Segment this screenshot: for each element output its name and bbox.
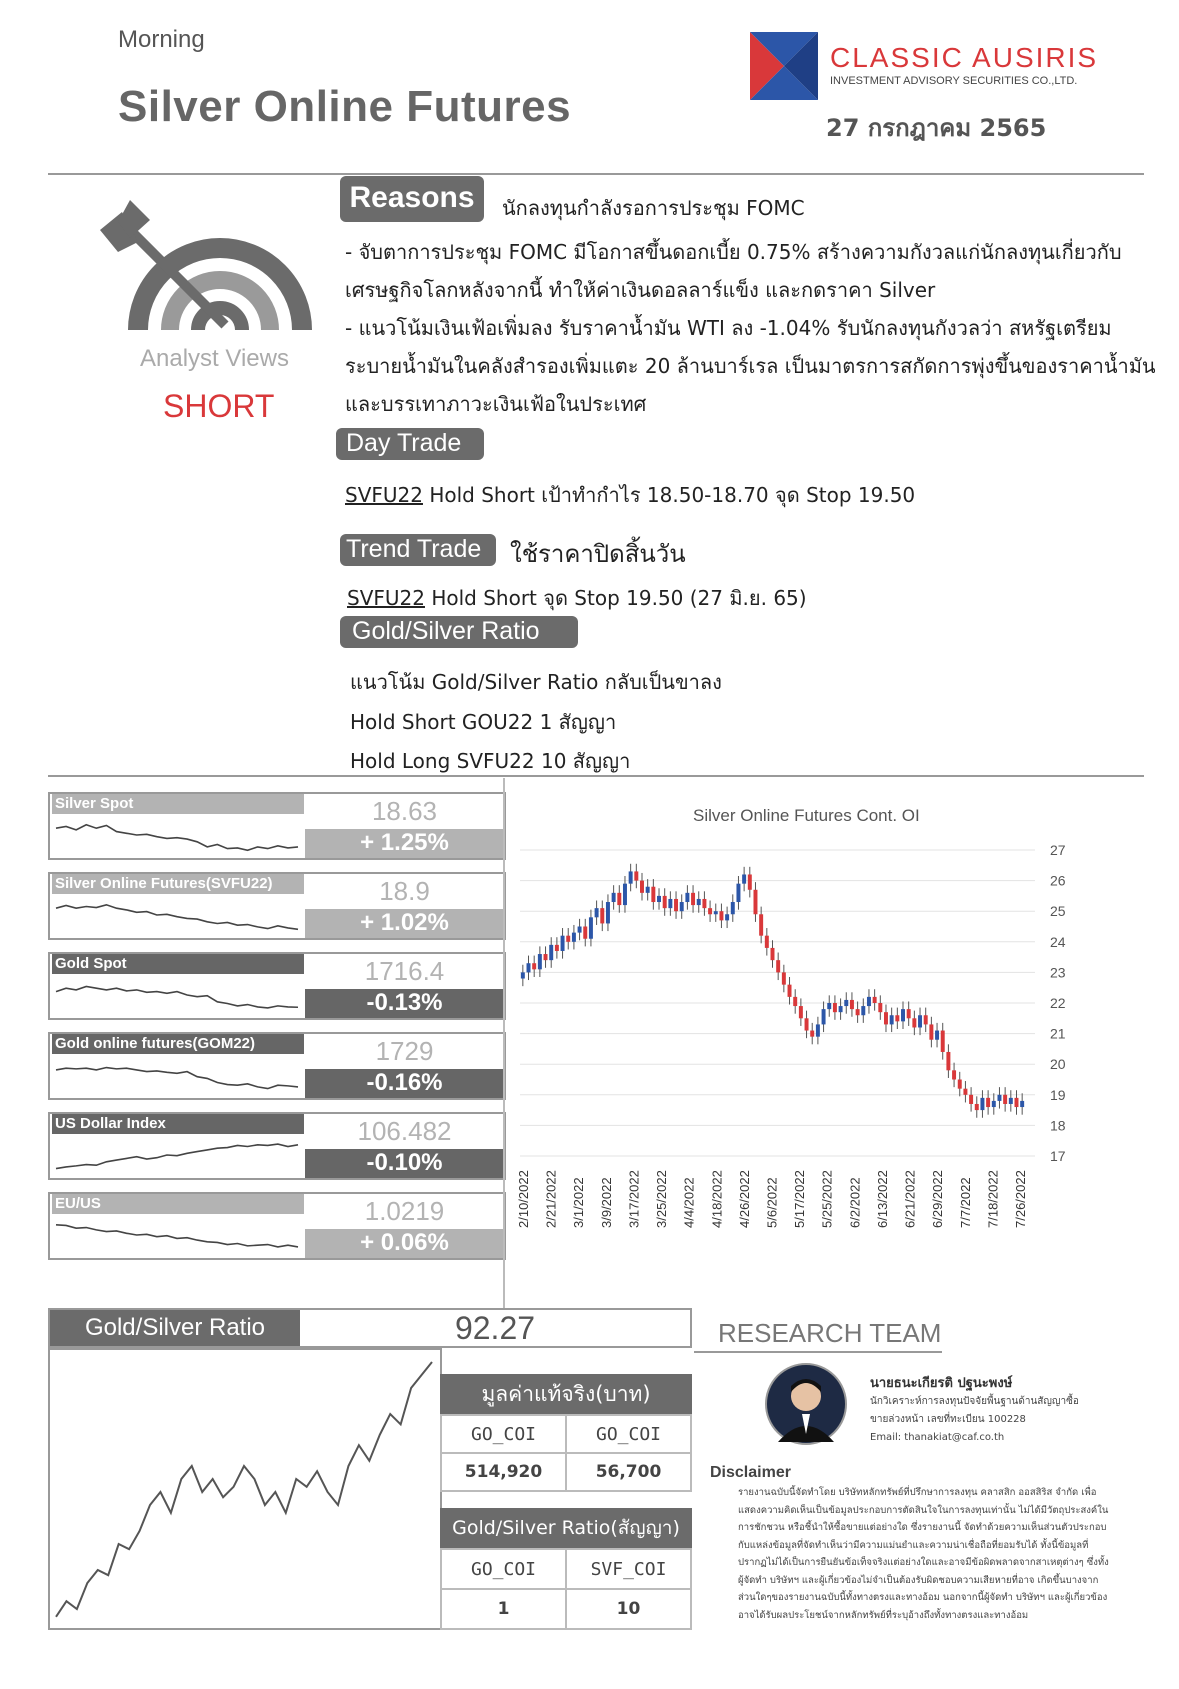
candle — [895, 1015, 899, 1021]
candle — [680, 902, 684, 911]
gs-ratio-value: 92.27 — [454, 1310, 536, 1346]
candle — [912, 1018, 916, 1027]
x-tick-label: 6/13/2022 — [874, 1170, 890, 1228]
x-tick-label: 3/17/2022 — [626, 1170, 642, 1228]
research-team-title: RESEARCH TEAM — [718, 1318, 942, 1348]
candle — [810, 1031, 814, 1037]
market-tile — [48, 952, 506, 1020]
candle — [640, 881, 644, 893]
candle — [918, 1015, 922, 1027]
x-tick-label: 7/18/2022 — [985, 1170, 1001, 1228]
candle — [946, 1052, 950, 1070]
y-tick-label: 18 — [1050, 1117, 1066, 1134]
candle — [924, 1015, 928, 1024]
real-value-header: GO_COI — [440, 1414, 567, 1454]
candle — [748, 874, 752, 889]
market-sparkline — [52, 974, 302, 1018]
x-tick-label: 3/9/2022 — [598, 1177, 614, 1228]
candle — [935, 1031, 939, 1040]
candle — [742, 874, 746, 883]
reason-line: - แนวโน้มเงินเฟ้อเพิ่มลง รับราคาน้ำมัน WTI ลง -1.04% รับนักลงทุนกังวลว่า สหรัฐเตรียม — [345, 316, 1112, 340]
y-tick-label: 25 — [1050, 903, 1066, 920]
candle — [725, 914, 729, 920]
reason-line: - จับตาการประชุม FOMC มีโอกาสขึ้นดอกเบี้ย 0.75% สร้างความกังวลแก่นักลงทุนเกี่ยวกับ — [345, 240, 1122, 264]
disclaimer-line: กับแหล่งข้อมูลที่จัดทำเห็นว่ามีความแม่นยำและความน่าเชื่อถือที่ยอมรับได้ ทั้งนี้ข้อมูลที่ — [738, 1539, 1089, 1551]
candle — [566, 936, 570, 942]
candle — [878, 1003, 882, 1012]
reason-line: และบรรเทาภาวะเงินเฟ้อในประเทศ — [345, 392, 647, 416]
real-value-cell: 56,700 — [565, 1452, 692, 1492]
candle — [850, 1000, 854, 1009]
candle — [975, 1104, 979, 1110]
candle — [997, 1095, 1001, 1101]
gs-ratio-line: Hold Short GOU22 1 สัญญา — [350, 710, 617, 734]
session-label: Morning — [118, 26, 205, 53]
analyst-views-label: Analyst Views — [140, 345, 289, 372]
day-trade-text — [345, 479, 915, 511]
analyst-license: ขายล่วงหน้า เลขที่ทะเบียน 100228 — [870, 1414, 1026, 1425]
candle — [765, 936, 769, 948]
gs-ratio-line: แนวโน้ม Gold/Silver Ratio กลับเป็นขาลง — [350, 670, 722, 694]
market-label: Silver Online Futures(SVFU22) — [52, 874, 304, 894]
market-change: -0.10% — [305, 1149, 504, 1178]
chart-divider — [503, 778, 505, 1308]
candle — [1003, 1095, 1007, 1104]
disclaimer-line: รายงานฉบับนี้จัดทำโดย บริษัทหลักทรัพย์ที่ปรึกษาการลงทุน คลาสสิก ออสสิริส จำกัด เพื่อ — [738, 1487, 1097, 1498]
candle — [719, 911, 723, 920]
reasons-headline: นักลงทุนกำลังรอการประชุม FOMC — [502, 196, 805, 220]
x-tick-label: 3/25/2022 — [654, 1170, 670, 1228]
market-label: EU/US — [52, 1194, 304, 1214]
candle — [708, 908, 712, 914]
analyst-role: นักวิเคราะห์การลงทุนปัจจัยพื้นฐานด้านสัญญาซื้อ — [870, 1396, 1079, 1407]
candle — [782, 972, 786, 984]
candle — [651, 887, 655, 902]
candle — [759, 914, 763, 935]
candle — [538, 954, 542, 969]
candle — [980, 1098, 984, 1110]
candle — [714, 911, 718, 914]
market-label: Gold Spot — [52, 954, 304, 974]
candle — [799, 1006, 803, 1018]
disclaimer-line: อาจได้รับผลประโยชน์จากหลักทรัพย์ที่ระบุอ้างถึงทั้งทางตรงและทางอ้อม — [738, 1609, 1029, 1621]
real-value-cell: 514,920 — [440, 1452, 567, 1492]
candle — [992, 1101, 996, 1107]
candle — [907, 1009, 911, 1018]
candle — [952, 1070, 956, 1079]
candle — [589, 917, 593, 938]
candle — [612, 893, 616, 902]
target-dart-icon — [90, 200, 310, 340]
candle — [844, 1000, 848, 1006]
candle — [595, 908, 599, 917]
candle — [691, 893, 695, 905]
candle — [736, 884, 740, 902]
sparkline-path — [56, 905, 298, 929]
reason-line: ระบายน้ำมันในคลังสำรองเพิ่มแตะ 20 ล้านบาร์เรล เป็นมาตรการสกัดการพุ่งขึ้นของราคาน้ำมัน — [345, 354, 1156, 378]
divider — [48, 775, 1144, 777]
market-change: -0.13% — [305, 989, 504, 1018]
x-tick-label: 4/4/2022 — [681, 1177, 697, 1228]
analyst-avatar — [764, 1362, 848, 1446]
candle — [771, 948, 775, 960]
market-label: Gold online futures(GOM22) — [52, 1034, 304, 1054]
y-tick-label: 20 — [1050, 1056, 1066, 1073]
candle — [867, 997, 871, 1006]
candle — [578, 927, 582, 933]
market-change: + 0.06% — [305, 1229, 504, 1258]
sparkline-path — [56, 1225, 298, 1247]
x-tick-label: 7/26/2022 — [1013, 1170, 1028, 1228]
gs-ratio-chip: Gold/Silver Ratio — [340, 616, 578, 648]
candle — [544, 954, 548, 960]
candle — [1015, 1098, 1019, 1107]
candle — [833, 1003, 837, 1012]
analyst-email: Email: thanakiat@caf.co.th — [870, 1432, 1005, 1443]
x-tick-label: 7/7/2022 — [957, 1177, 973, 1228]
market-change: -0.16% — [305, 1069, 504, 1098]
gs-ratio-line: Hold Long SVFU22 10 สัญญา — [350, 749, 631, 773]
gs-ratio-line — [56, 1362, 432, 1617]
x-tick-label: 6/29/2022 — [930, 1170, 946, 1228]
candle — [963, 1089, 967, 1095]
candle — [856, 1009, 860, 1015]
company-logo-icon — [750, 32, 818, 100]
candle — [561, 936, 565, 951]
market-tile — [48, 1032, 506, 1100]
y-tick-label: 27 — [1050, 842, 1066, 858]
market-tile — [48, 872, 506, 940]
gs-ratio-chart — [52, 1352, 440, 1628]
market-tile — [48, 1112, 506, 1180]
candle — [702, 899, 706, 908]
contract-ratio-title: Gold/Silver Ratio(สัญญา) — [440, 1508, 692, 1548]
contract-ratio-cell: 10 — [565, 1588, 692, 1630]
candle — [788, 985, 792, 997]
candle — [861, 1006, 865, 1015]
x-tick-label: 6/2/2022 — [847, 1177, 863, 1228]
x-tick-label: 5/6/2022 — [764, 1177, 780, 1228]
candle — [521, 972, 525, 978]
candle — [929, 1024, 933, 1039]
candle — [646, 887, 650, 893]
day-trade-detail: Hold Short เป้าทำกำไร 18.50-18.70 จุด Stop 19.50 — [422, 483, 916, 507]
candle — [986, 1098, 990, 1107]
silver-futures-chart — [516, 830, 1120, 1310]
disclaimer-line: การชักชวน หรือชี้นำให้ซื้อขายแต่อย่างใด ซึ่งรายงานนี้ จัดทำด้วยความเห็นส่วนตัวประกอบ — [738, 1522, 1107, 1533]
chart-title: Silver Online Futures Cont. OI — [693, 806, 920, 825]
market-price: 1716.4 — [364, 956, 445, 986]
x-tick-label: 2/10/2022 — [516, 1170, 531, 1228]
real-value-title: มูลค่าแท้จริง(บาท) — [440, 1374, 692, 1414]
candle — [668, 899, 672, 908]
candle — [527, 963, 531, 972]
market-price: 18.63 — [371, 796, 438, 826]
candle — [884, 1012, 888, 1024]
candle — [827, 1003, 831, 1009]
y-tick-label: 19 — [1050, 1086, 1066, 1103]
candle — [532, 963, 536, 969]
candle — [606, 902, 610, 923]
page-title: Silver Online Futures — [118, 82, 572, 131]
market-price: 1729 — [375, 1036, 434, 1066]
gs-ratio-label: Gold/Silver Ratio — [50, 1310, 300, 1346]
real-value-header: GO_COI — [565, 1414, 692, 1454]
candle — [839, 1006, 843, 1012]
x-tick-label: 6/21/2022 — [902, 1170, 918, 1228]
candle — [941, 1031, 945, 1052]
y-tick-label: 26 — [1050, 872, 1066, 889]
analyst-view-value: SHORT — [163, 388, 275, 424]
disclaimer-line: ผู้จัดทำ บริษัทฯ และผู้เกี่ยวข้องไม่จำเป็นต้องรับผิดชอบความเสียหายที่อาจ เกิดขึ้นบางจาก — [738, 1574, 1099, 1586]
y-tick-label: 17 — [1050, 1148, 1066, 1164]
market-price: 106.482 — [357, 1116, 452, 1146]
market-sparkline — [52, 814, 302, 858]
candle — [958, 1080, 962, 1089]
analyst-name: นายธนะเกียรติ ปฐนะพงษ์ — [870, 1376, 1013, 1391]
market-sparkline — [52, 894, 302, 938]
candle — [583, 927, 587, 939]
sparkline-path — [56, 825, 298, 851]
trend-trade-symbol: SVFU22 — [347, 586, 425, 610]
disclaimer-line: ส่วนใดๆของรายงานฉบับนี้ทั้งทางตรงและทางอ้อม นอกจากนี้ผู้จัดทำ บริษัทฯ และผู้เกี่ยวข้อง — [738, 1592, 1108, 1603]
x-tick-label: 5/17/2022 — [792, 1170, 808, 1228]
x-tick-label: 4/18/2022 — [709, 1170, 725, 1228]
candle — [600, 908, 604, 923]
x-tick-label: 4/26/2022 — [736, 1170, 752, 1228]
candle — [685, 893, 689, 902]
candle — [572, 933, 576, 942]
sparkline-path — [56, 987, 298, 1008]
x-tick-label: 2/21/2022 — [543, 1170, 559, 1228]
reasons-chip: Reasons — [340, 176, 484, 222]
brand-name: CLASSIC AUSIRIS — [830, 42, 1099, 73]
divider — [694, 1351, 942, 1353]
candle — [731, 902, 735, 914]
market-tile — [48, 792, 506, 860]
candle — [555, 945, 559, 951]
candle — [617, 893, 621, 905]
candle — [873, 997, 877, 1003]
report-date: 27 กรกฎาคม 2565 — [826, 114, 1047, 142]
candle — [623, 884, 627, 905]
candle — [793, 997, 797, 1006]
candle — [890, 1015, 894, 1024]
candle — [1020, 1101, 1024, 1107]
candle — [901, 1009, 905, 1021]
contract-ratio-header: GO_COI — [440, 1548, 567, 1590]
y-tick-label: 23 — [1050, 964, 1066, 981]
market-price: 18.9 — [379, 876, 430, 906]
contract-ratio-header: SVF_COI — [565, 1548, 692, 1590]
x-tick-label: 5/25/2022 — [819, 1170, 835, 1228]
market-label: Silver Spot — [52, 794, 304, 814]
brand-subtitle: INVESTMENT ADVISORY SECURITIES CO.,LTD. — [830, 75, 1078, 87]
day-trade-symbol: SVFU22 — [345, 483, 423, 507]
divider — [48, 173, 1144, 175]
contract-ratio-cell: 1 — [440, 1588, 567, 1630]
candle — [969, 1095, 973, 1104]
y-tick-label: 21 — [1050, 1025, 1066, 1042]
candle — [805, 1018, 809, 1030]
sparkline-path — [56, 1144, 298, 1168]
candle — [1009, 1098, 1013, 1104]
trend-trade-detail: Hold Short จุด Stop 19.50 (27 มิ.ย. 65) — [424, 586, 807, 610]
candle — [663, 896, 667, 908]
market-price: 1.0219 — [364, 1196, 445, 1226]
y-tick-label: 24 — [1050, 933, 1066, 950]
candle — [629, 871, 633, 883]
disclaimer-title: Disclaimer — [710, 1464, 791, 1481]
trend-trade-chip: Trend Trade — [340, 534, 496, 566]
market-change: + 1.02% — [305, 909, 504, 938]
disclaimer-body — [738, 1484, 1109, 1624]
trend-trade-text — [347, 582, 807, 614]
candle — [816, 1024, 820, 1036]
day-trade-chip: Day Trade — [336, 428, 484, 460]
market-sparkline — [52, 1214, 302, 1258]
sparkline-path — [56, 1068, 298, 1089]
disclaimer-line: แสดงความคิดเห็นเป็นข้อมูลประกอบการตัดสินใจในการลงทุนเท่านั้น ไม่ได้มีวัตถุประสงค์ใน — [738, 1504, 1109, 1516]
candle — [657, 896, 661, 902]
market-sparkline — [52, 1134, 302, 1178]
trend-trade-note: ใช้ราคาปิดสิ้นวัน — [510, 540, 686, 568]
candle — [634, 871, 638, 880]
candle — [697, 899, 701, 905]
market-label: US Dollar Index — [52, 1114, 304, 1134]
market-sparkline — [52, 1054, 302, 1098]
candle — [674, 899, 678, 911]
disclaimer-line: ปรากฏไม่ได้เป็นการยืนยันข้อเท็จจริงแต่อย่างใดและอาจมีข้อผิดพลาดจากสาเหตุต่างๆ ซึ่งทั้ง — [738, 1557, 1109, 1568]
market-change: + 1.25% — [305, 829, 504, 858]
reason-line: เศรษฐกิจโลกหลังจากนี้ ทำให้ค่าเงินดอลลาร์แข็ง และกดราคา Silver — [345, 278, 936, 302]
candle — [753, 890, 757, 914]
y-tick-label: 22 — [1050, 995, 1066, 1011]
candle — [549, 945, 553, 960]
candle — [776, 960, 780, 972]
candle — [822, 1009, 826, 1024]
market-tile — [48, 1192, 506, 1260]
x-tick-label: 3/1/2022 — [571, 1177, 587, 1228]
